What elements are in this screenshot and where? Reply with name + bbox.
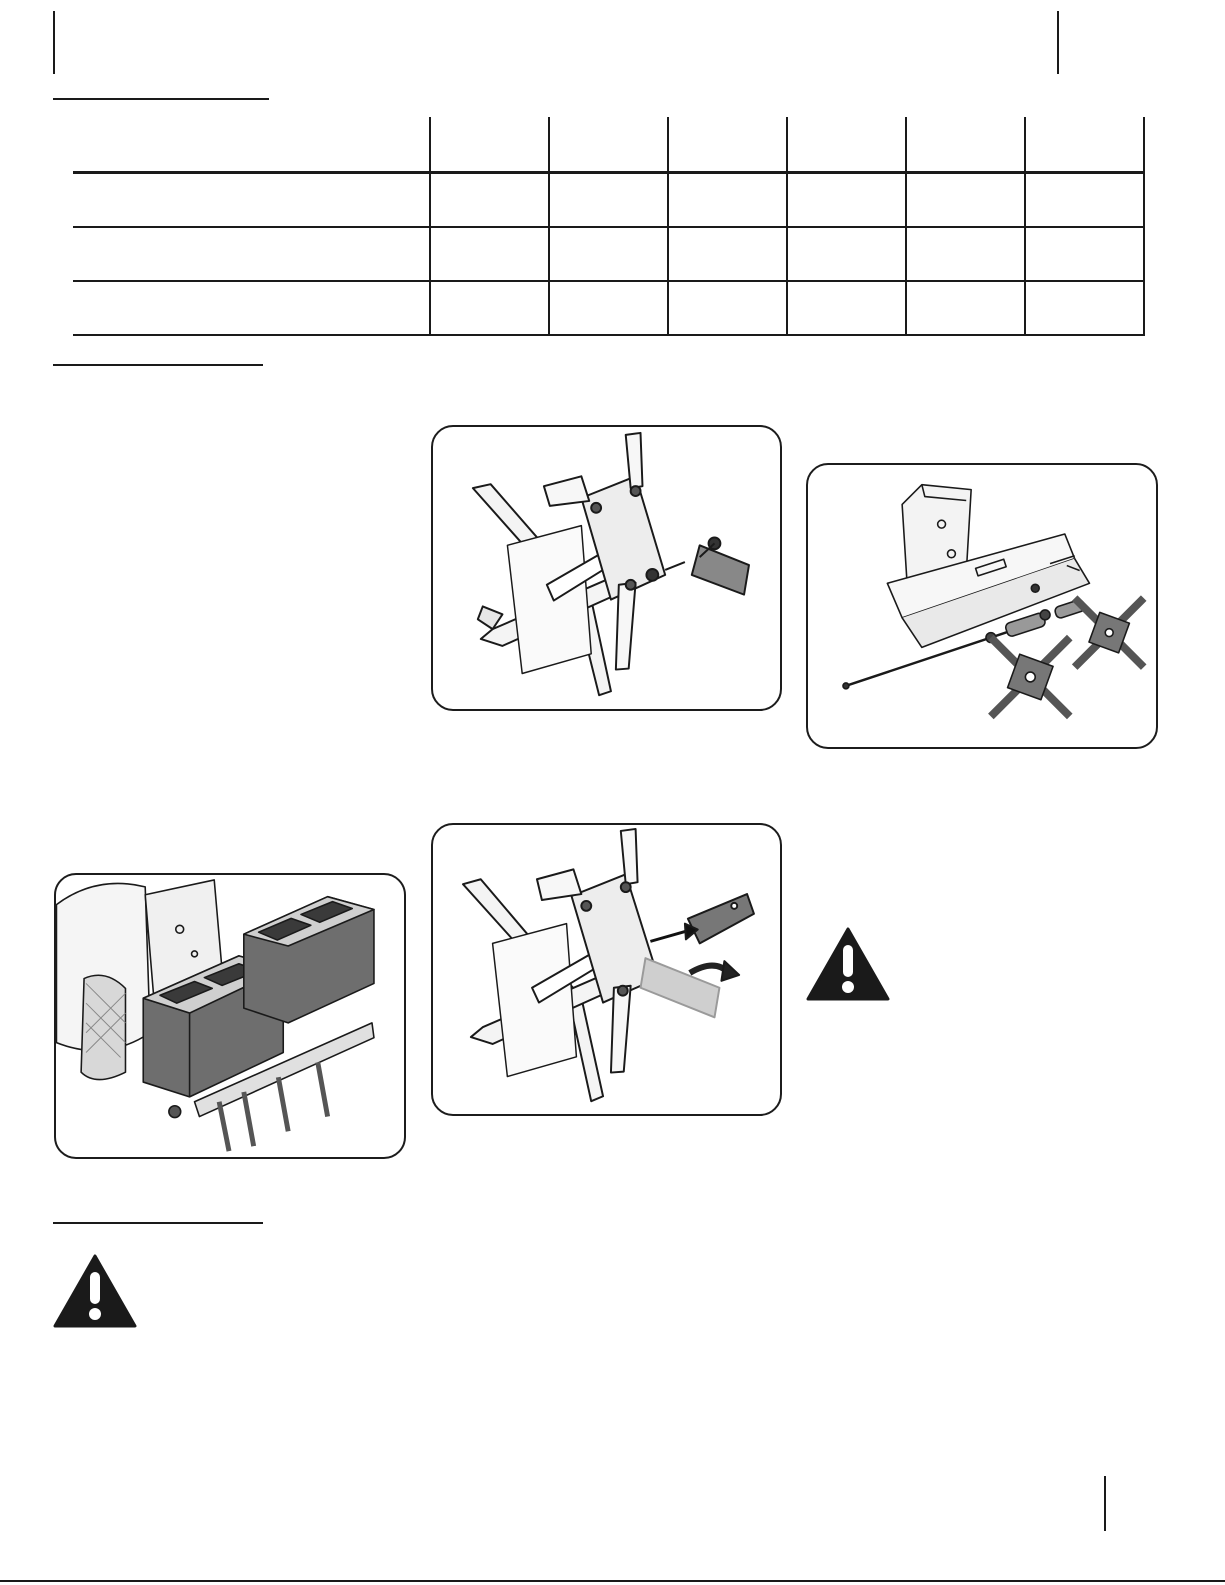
table-cell [549,227,668,281]
figure-frame-exploded [806,463,1158,749]
table-cell [668,227,787,281]
aerator-frame-exploded-illustration [808,465,1156,747]
table-cell [787,227,906,281]
section-rule-assembly [53,364,263,366]
table-header-row [73,117,1144,173]
table-cell [1025,281,1144,335]
tine-assembly-pin-illustration [433,427,780,709]
table-cell [668,173,787,228]
table-header-cell [668,117,787,173]
header-right-marker [1057,11,1059,74]
table-row [73,281,1144,335]
table-cell [906,227,1025,281]
table-header-cell [1025,117,1144,173]
figure-tine-bracket-removal [431,823,782,1116]
figure-tine-assembly-pin [431,425,782,711]
section-rule-specifications [53,98,269,100]
table-cell [906,281,1025,335]
table-cell [549,281,668,335]
section-rule-maintenance [53,1222,263,1224]
warning-triangle-icon [806,927,890,1001]
figure-weight-blocks [54,873,406,1159]
table-cell [1025,173,1144,228]
table-cell [430,281,549,335]
table-header-cell [549,117,668,173]
footer-page-marker [1104,1476,1106,1531]
warning-triangle-icon [53,1254,137,1328]
tine-bracket-removal-illustration [433,825,780,1114]
table-cell [549,173,668,228]
table-cell [787,281,906,335]
footer-rule [0,1580,1225,1582]
specifications-table [73,117,1145,336]
table-cell [1025,227,1144,281]
table-row [73,227,1144,281]
table-header-cell [787,117,906,173]
table-row-label [73,227,430,281]
table-row-label [73,173,430,228]
aerator-weight-blocks-illustration [56,875,404,1157]
header-left-marker [53,11,55,74]
table-cell [430,227,549,281]
table-row [73,173,1144,228]
table-cell [668,281,787,335]
table-cell [906,173,1025,228]
table-header-cell [906,117,1025,173]
table-cell [430,173,549,228]
table-header-cell [430,117,549,173]
table-cell [787,173,906,228]
table-header-label-cell [73,117,430,173]
table-row-label [73,281,430,335]
